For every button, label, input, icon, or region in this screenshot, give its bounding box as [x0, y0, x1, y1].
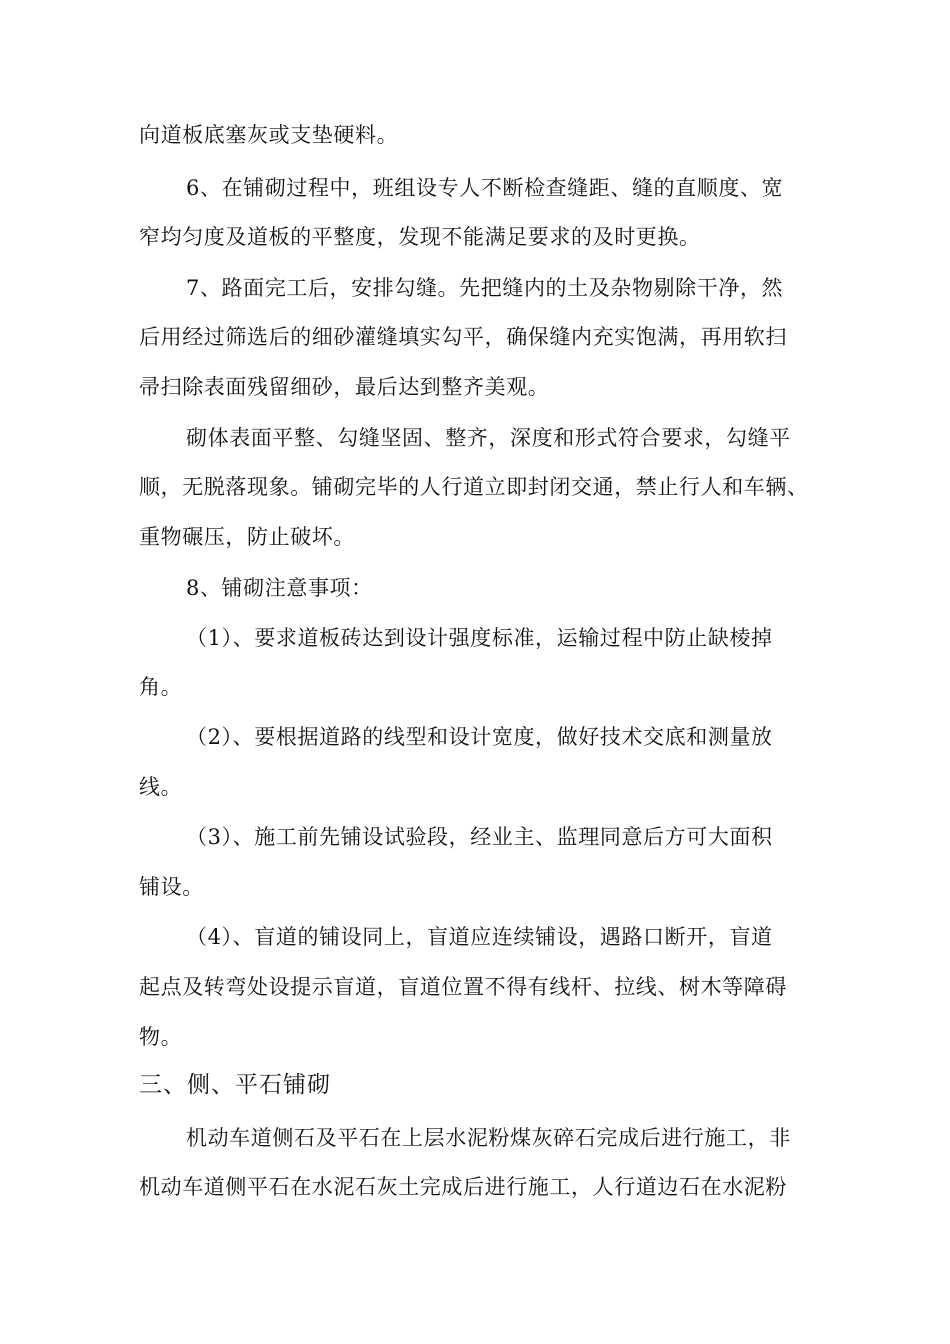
text-line: 线。 — [139, 775, 183, 799]
text-line: 窄均匀度及道板的平整度，发现不能满足要求的及时更换。 — [139, 225, 701, 249]
text-line: 7、路面完工后，安排勾缝。先把缝内的土及杂物剔除干净，然 — [186, 276, 784, 300]
text-line: 后用经过筛选后的细砂灌缝填实勾平，确保缝内充实饱满，再用软扫 — [139, 325, 787, 349]
text-line: （4）、盲道的铺设同上，盲道应连续铺设，遇路口断开，盲道 — [186, 925, 773, 949]
text-line: 机动车道侧石及平石在上层水泥粉煤灰碎石完成后进行施工，非 — [186, 1126, 791, 1150]
text-line: 重物碾压，防止破坏。 — [139, 525, 355, 549]
text-line: 向道板底塞灰或支垫硬料。 — [139, 123, 399, 147]
text-line: 铺设。 — [139, 875, 204, 899]
text-line: 砌体表面平整、勾缝坚固、整齐，深度和形式符合要求，勾缝平 — [186, 426, 791, 450]
text-line: 6、在铺砌过程中，班组设专人不断检查缝距、缝的直顺度、宽 — [186, 176, 784, 200]
text-line: 帚扫除表面残留细砂，最后达到整齐美观。 — [139, 375, 550, 399]
text-line: （3）、施工前先铺设试验段，经业主、监理同意后方可大面积 — [186, 825, 773, 849]
text-line: 顺，无脱落现象。铺砌完毕的人行道立即封闭交通，禁止行人和车辆、 — [139, 475, 809, 499]
section-heading: 三、侧、平石铺砌 — [139, 1072, 331, 1098]
text-line: 物。 — [139, 1025, 183, 1049]
text-line: 8、铺砌注意事项： — [186, 576, 373, 600]
text-line: 起点及转弯处设提示盲道，盲道位置不得有线杆、拉线、树木等障碍 — [139, 975, 787, 999]
text-line: 机动车道侧平石在水泥石灰土完成后进行施工，人行道边石在水泥粉 — [139, 1175, 787, 1199]
text-line: 角。 — [139, 675, 183, 699]
text-line: （1）、要求道板砖达到设计强度标准，运输过程中防止缺棱掉 — [186, 626, 773, 650]
text-line: （2）、要根据道路的线型和设计宽度，做好技术交底和测量放 — [186, 725, 773, 749]
